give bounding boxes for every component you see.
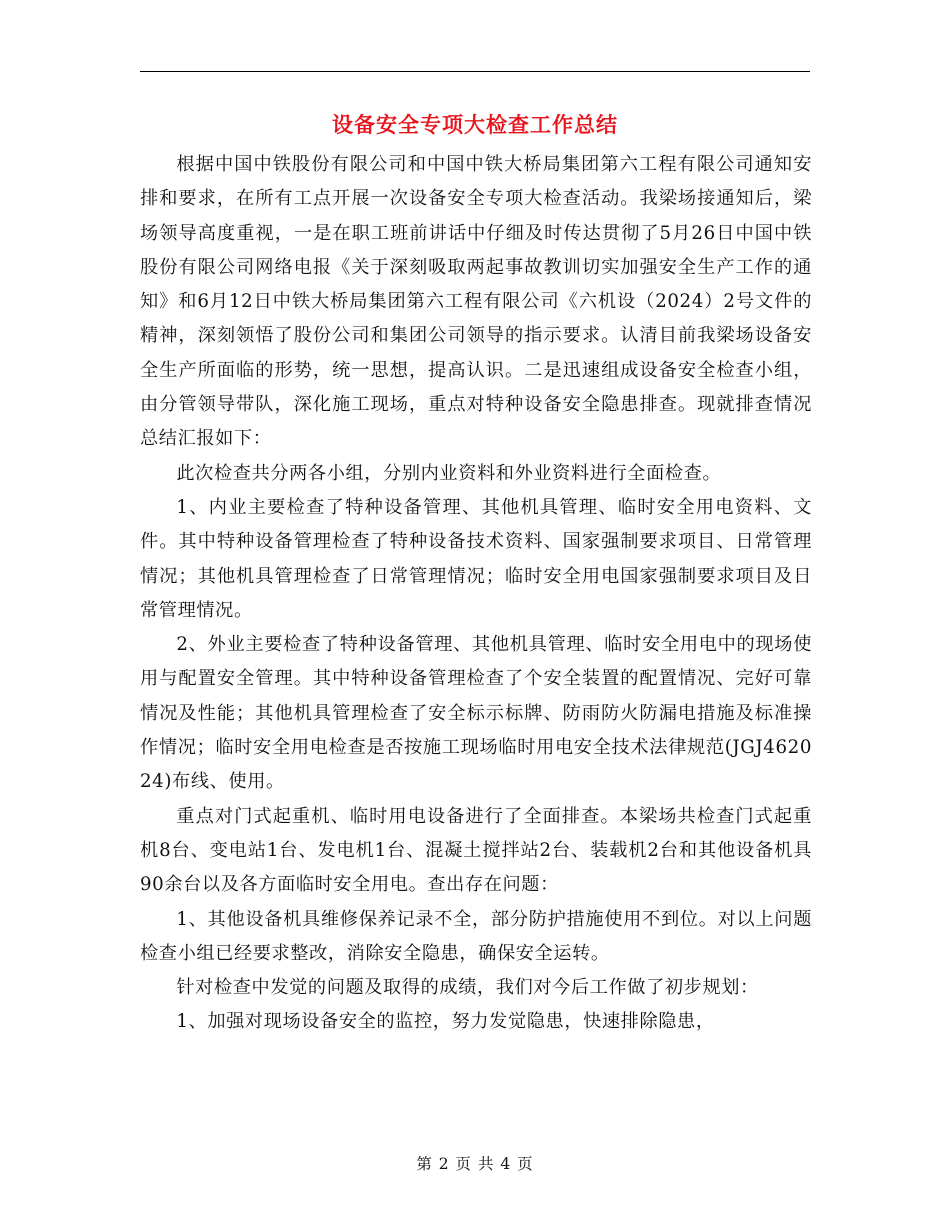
paragraph: 1、内业主要检查了特种设备管理、其他机具管理、临时安全用电资料、文件。其中特种设备管理检查了特种设备技术资料、国家强制要求项目、日常管理情况；其他机具管理检查了日常管理情况；临时安全用电国家强制要求项目及日常管理情况。 bbox=[140, 496, 812, 621]
document-title: 设备安全专项大检查工作总结 bbox=[332, 112, 618, 137]
paragraph: 1、其他设备机具维修保养记录不全，部分防护措施使用不到位。对以上问题检查小组已经要求整改，消除安全隐患，确保安全运转。 bbox=[140, 908, 812, 964]
header-rule bbox=[140, 71, 810, 72]
paragraph: 针对检查中发觉的问题及取得的成绩，我们对今后工作做了初步规划： bbox=[176, 977, 759, 999]
document-body bbox=[140, 148, 812, 1040]
paragraph: 1、加强对现场设备安全的监控，努力发觉隐患，快速排除隐患， bbox=[176, 1011, 715, 1033]
paragraph: 根据中国中铁股份有限公司和中国中铁大桥局集团第六工程有限公司通知安排和要求，在所有工点开展一次设备安全专项大检查活动。我梁场接通知后，梁场领导高度重视，一是在职工班前讲话中仔细及时传达贯彻了5月26日中国中铁股份有限公司网络电报《关于深刻吸取两起事故教训切实加强安全生产工作的通知》和6月12日中铁大桥局集团第六工程有限公司《六机设（2024）2号文件的精神，深刻领悟了股份公司和集团公司领导的指示要求。认清目前我梁场设备安全生产所面临的形势，统一思想，提高认识。二是迅速组成设备安全检查小组，由分管领导带队，深化施工现场，重点对特种设备安全隐患排查。现就排查情况总结汇报如下： bbox=[140, 154, 812, 450]
page-number: 第 2 页 共 4 页 bbox=[416, 1155, 534, 1173]
paragraph: 2、外业主要检查了特种设备管理、其他机具管理、临时安全用电中的现场使用与配置安全管理。其中特种设备管理检查了个安全装置的配置情况、完好可靠情况及性能；其他机具管理检查了安全标示标牌、防雨防火防漏电措施及标准操作情况；临时安全用电检查是否按施工现场临时用电安全技术法律规范(JGJ462024)布线、使用。 bbox=[140, 634, 812, 793]
paragraph: 重点对门式起重机、临时用电设备进行了全面排查。本梁场共检查门式起重机8台、变电站1台、发电机1台、混凝土搅拌站2台、装载机2台和其他设备机具90余台以及各方面临时安全用电。查出存在问题： bbox=[140, 805, 812, 896]
paragraph: 此次检查共分两各小组，分别内业资料和外业资料进行全面检查。 bbox=[176, 462, 722, 484]
